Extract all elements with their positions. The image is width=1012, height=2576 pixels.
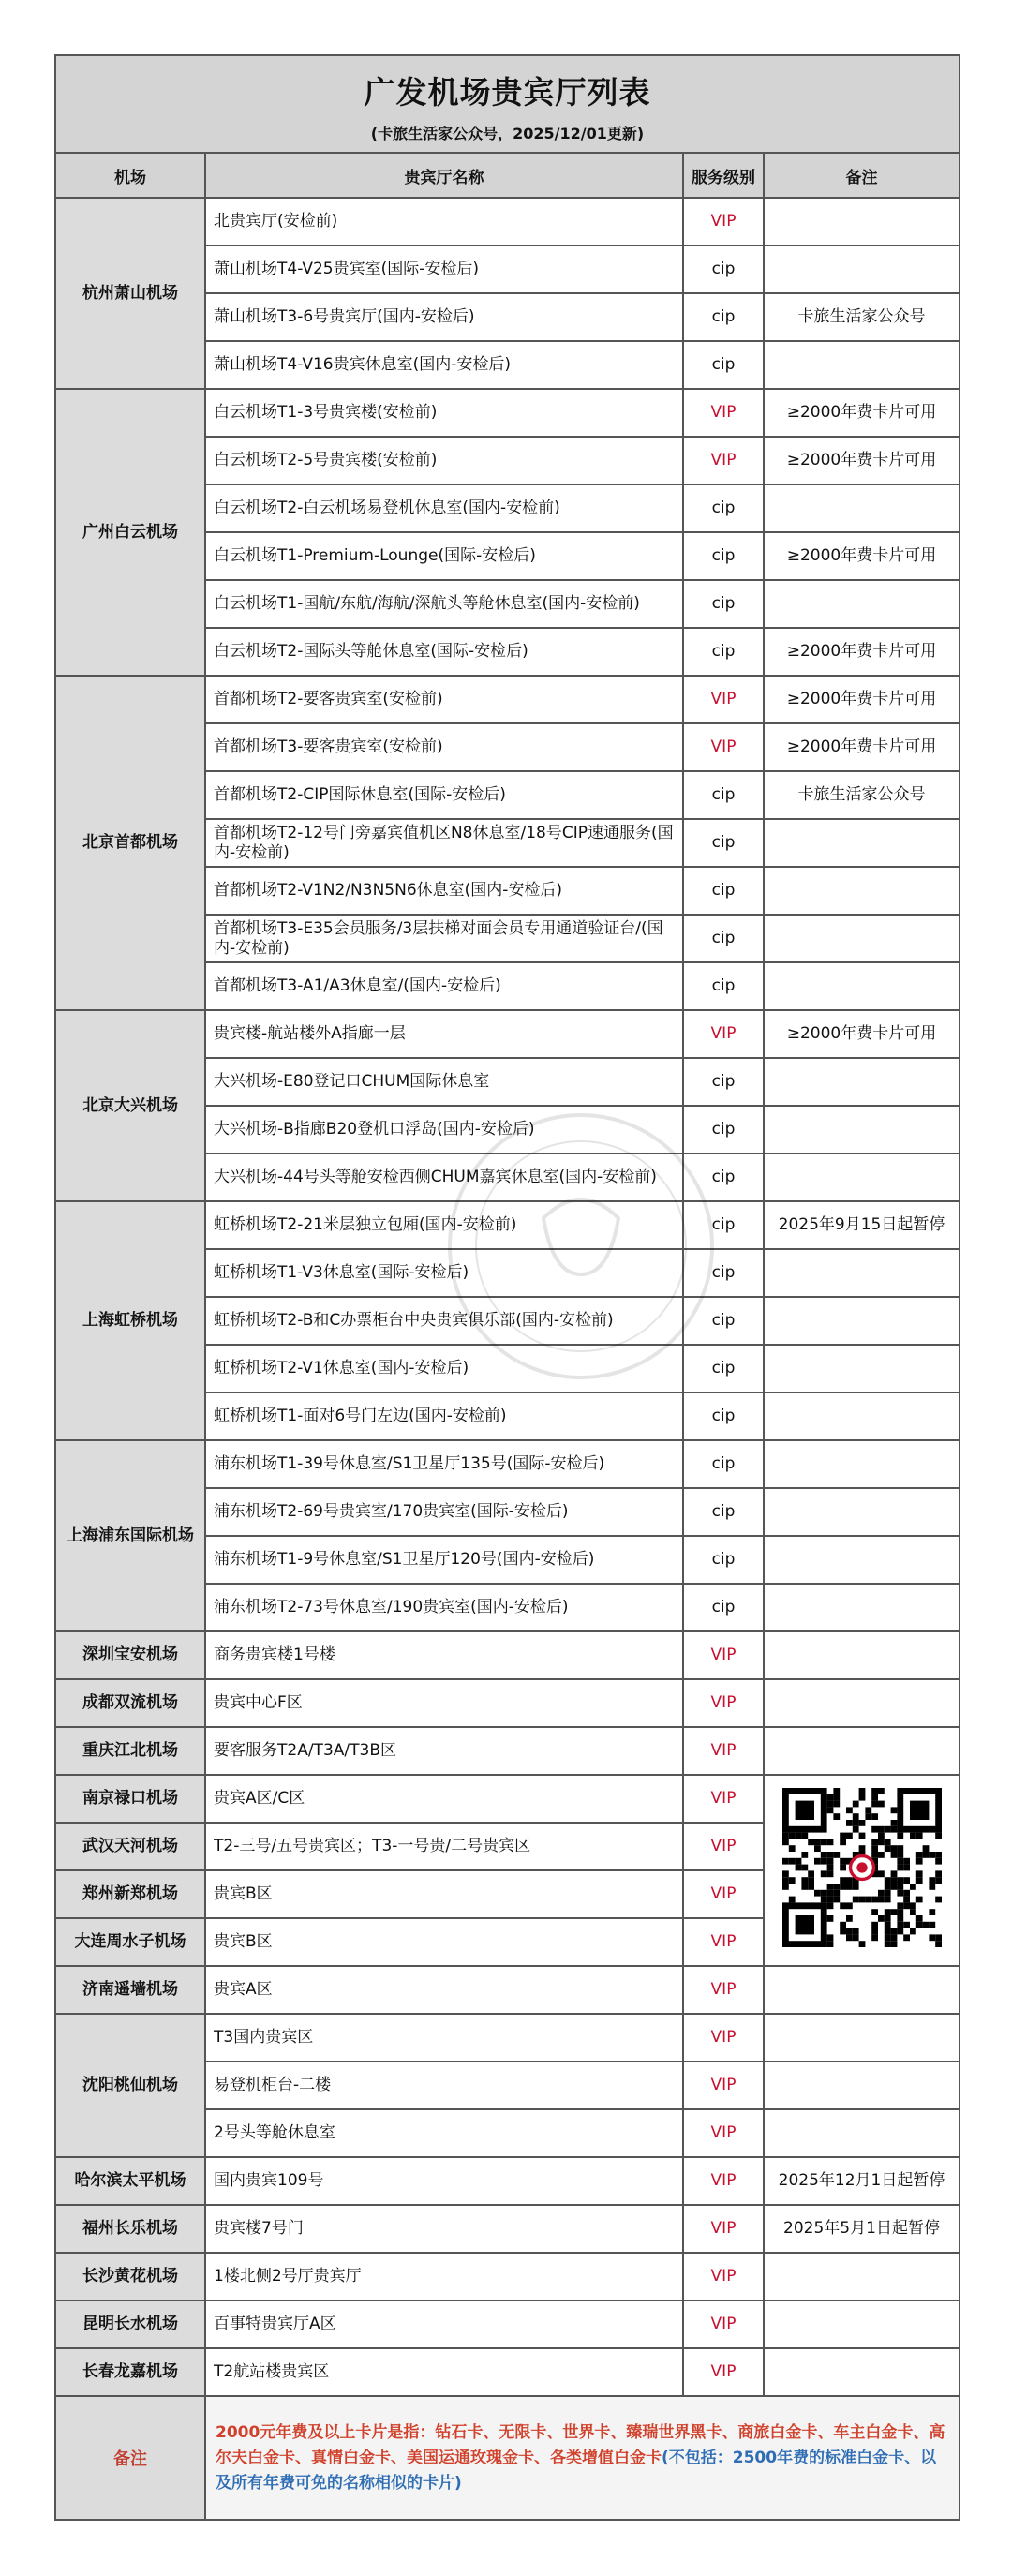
service-level: VIP [683, 676, 764, 723]
note-cell: ≥2000年费卡片可用 [764, 628, 960, 676]
note-cell [764, 2109, 960, 2157]
lounge-name: 贵宾B区 [205, 1870, 683, 1918]
airport-name: 上海浦东国际机场 [55, 1440, 205, 1631]
airport-name: 沈阳桃仙机场 [55, 2014, 205, 2157]
airport-name: 北京大兴机场 [55, 1010, 205, 1201]
note-cell [764, 1392, 960, 1440]
lounge-name: 贵宾A区 [205, 1966, 683, 2014]
note-cell [764, 2253, 960, 2301]
note-cell [764, 1679, 960, 1727]
lounge-name: 首都机场T2-V1N2/N3N5N6休息室(国内-安检后) [205, 867, 683, 915]
table-row [55, 198, 960, 246]
table-row [55, 1727, 960, 1775]
note-cell [764, 1345, 960, 1392]
airport-name: 大连周水子机场 [55, 1918, 205, 1966]
note-cell [764, 1488, 960, 1536]
service-level: cip [683, 341, 764, 389]
table-row [55, 1966, 960, 2014]
lounge-name: 浦东机场T1-9号休息室/S1卫星厅120号(国内-安检后) [205, 1536, 683, 1584]
service-level: VIP [683, 389, 764, 437]
lounge-name: 浦东机场T1-39号休息室/S1卫星厅135号(国际-安检后) [205, 1440, 683, 1488]
service-level: VIP [683, 1727, 764, 1775]
lounge-name: 商务贵宾楼1号楼 [205, 1631, 683, 1679]
airport-name: 长沙黄花机场 [55, 2253, 205, 2301]
service-level: cip [683, 819, 764, 867]
note-cell [764, 484, 960, 532]
service-level: cip [683, 1584, 764, 1631]
lounge-name: 白云机场T1-3号贵宾楼(安检前) [205, 389, 683, 437]
lounge-name: 贵宾中心F区 [205, 1679, 683, 1727]
note-cell [764, 819, 960, 867]
footer-red-text: 2000元年费及以上卡片是指：钻石卡、无限卡、世界卡、臻瑞世界黑卡、商旅白金卡、车主白金卡、高尔夫白金卡、真情白金卡、美国运通玫瑰金卡、各类增值白金卡 [216, 2422, 945, 2467]
lounge-name: 贵宾楼-航站楼外A指廊一层 [205, 1010, 683, 1058]
lounge-name: 白云机场T1-国航/东航/海航/深航头等舱休息室(国内-安检前) [205, 580, 683, 628]
note-cell: 2025年9月15日起暂停 [764, 1201, 960, 1249]
service-level: cip [683, 1440, 764, 1488]
service-level: VIP [683, 1010, 764, 1058]
service-level: VIP [683, 2014, 764, 2062]
lounge-name: 首都机场T3-A1/A3休息室/(国内-安检后) [205, 962, 683, 1010]
airport-name: 深圳宝安机场 [55, 1631, 205, 1679]
table-row [55, 1631, 960, 1679]
lounge-name: 白云机场T2-国际头等舱休息室(国际-安检后) [205, 628, 683, 676]
qr-code-icon [782, 1788, 942, 1947]
airport-name: 武汉天河机场 [55, 1823, 205, 1870]
note-cell: 卡旅生活家公众号 [764, 293, 960, 341]
airport-name: 郑州新郑机场 [55, 1870, 205, 1918]
service-level: cip [683, 771, 764, 819]
note-cell [764, 198, 960, 246]
header-row [55, 153, 960, 198]
service-level: VIP [683, 1870, 764, 1918]
lounge-name: 贵宾B区 [205, 1918, 683, 1966]
service-level: VIP [683, 1775, 764, 1823]
airport-name: 哈尔滨太平机场 [55, 2157, 205, 2205]
qr-code-cell [764, 1775, 960, 1966]
lounge-name: 2号头等舱休息室 [205, 2109, 683, 2157]
table-row [55, 2348, 960, 2396]
service-level: cip [683, 293, 764, 341]
table-row [55, 2253, 960, 2301]
airport-name: 成都双流机场 [55, 1679, 205, 1727]
table-row [55, 389, 960, 437]
lounge-name: 首都机场T2-要客贵宾室(安检前) [205, 676, 683, 723]
airport-name: 长春龙嘉机场 [55, 2348, 205, 2396]
service-level: cip [683, 1392, 764, 1440]
note-cell [764, 867, 960, 915]
note-cell: ≥2000年费卡片可用 [764, 389, 960, 437]
note-cell [764, 1106, 960, 1154]
lounge-name: 虹桥机场T1-V3休息室(国际-安检后) [205, 1249, 683, 1297]
lounge-table [54, 54, 960, 2521]
lounge-name: 虹桥机场T1-面对6号门左边(国内-安检前) [205, 1392, 683, 1440]
airport-name: 重庆江北机场 [55, 1727, 205, 1775]
note-cell [764, 1154, 960, 1201]
lounge-name: 易登机柜台-二楼 [205, 2062, 683, 2109]
lounge-name: 大兴机场-E80登记口CHUM国际休息室 [205, 1058, 683, 1106]
note-cell: 2025年12月1日起暂停 [764, 2157, 960, 2205]
note-cell [764, 2348, 960, 2396]
service-level: cip [683, 1106, 764, 1154]
table-row [55, 1201, 960, 1249]
service-level: VIP [683, 1823, 764, 1870]
note-cell [764, 915, 960, 962]
note-cell: ≥2000年费卡片可用 [764, 437, 960, 484]
note-cell: ≥2000年费卡片可用 [764, 723, 960, 771]
service-level: cip [683, 580, 764, 628]
service-level: cip [683, 1297, 764, 1345]
page-title: 广发机场贵宾厅列表 [364, 74, 651, 111]
service-level: VIP [683, 2301, 764, 2348]
airport-name: 广州白云机场 [55, 389, 205, 676]
lounge-name: 虹桥机场T2-21米层独立包厢(国内-安检前) [205, 1201, 683, 1249]
lounge-name: 萧山机场T4-V25贵宾室(国际-安检后) [205, 246, 683, 293]
header-level: 服务级别 [683, 153, 764, 198]
lounge-name: 虹桥机场T2-V1休息室(国内-安检后) [205, 1345, 683, 1392]
note-cell [764, 341, 960, 389]
lounge-name: 白云机场T1-Premium-Lounge(国际-安检后) [205, 532, 683, 580]
lounge-list-sheet [54, 54, 959, 2521]
note-cell [764, 1631, 960, 1679]
lounge-name: 大兴机场-44号头等舱安检西侧CHUM嘉宾休息室(国内-安检前) [205, 1154, 683, 1201]
lounge-name: T2-三号/五号贵宾区；T3-一号贵/二号贵宾区 [205, 1823, 683, 1870]
lounge-name: T2航站楼贵宾区 [205, 2348, 683, 2396]
note-cell: 卡旅生活家公众号 [764, 771, 960, 819]
lounge-name: 浦东机场T2-73号休息室/190贵宾室(国内-安检后) [205, 1584, 683, 1631]
service-level: VIP [683, 198, 764, 246]
service-level: VIP [683, 1918, 764, 1966]
note-cell [764, 1297, 960, 1345]
service-level: cip [683, 1201, 764, 1249]
service-level: cip [683, 484, 764, 532]
note-cell [764, 1966, 960, 2014]
note-cell [764, 2062, 960, 2109]
service-level: cip [683, 915, 764, 962]
lounge-name: 百事特贵宾厅A区 [205, 2301, 683, 2348]
lounge-name: 大兴机场-B指廊B20登机口浮岛(国内-安检后) [205, 1106, 683, 1154]
airport-name: 昆明长水机场 [55, 2301, 205, 2348]
footer-label: 备注 [55, 2396, 205, 2520]
table-row [55, 1775, 960, 1823]
note-cell [764, 1536, 960, 1584]
lounge-name: 白云机场T2-白云机场易登机休息室(国内-安检前) [205, 484, 683, 532]
table-row [55, 1679, 960, 1727]
lounge-name: 首都机场T2-CIP国际休息室(国际-安检后) [205, 771, 683, 819]
service-level: cip [683, 1249, 764, 1297]
lounge-name: 首都机场T3-要客贵宾室(安检前) [205, 723, 683, 771]
service-level: VIP [683, 723, 764, 771]
table-row [55, 1010, 960, 1058]
service-level: cip [683, 867, 764, 915]
lounge-name: T3国内贵宾区 [205, 2014, 683, 2062]
lounge-name: 1楼北侧2号厅贵宾厅 [205, 2253, 683, 2301]
service-level: cip [683, 628, 764, 676]
table-row [55, 676, 960, 723]
lounge-name: 贵宾A区/C区 [205, 1775, 683, 1823]
note-cell [764, 246, 960, 293]
lounge-name: 北贵宾厅(安检前) [205, 198, 683, 246]
service-level: VIP [683, 437, 764, 484]
service-level: cip [683, 1536, 764, 1584]
note-cell: ≥2000年费卡片可用 [764, 676, 960, 723]
footer-notes-row [55, 2396, 960, 2520]
lounge-name: 虹桥机场T2-B和C办票柜台中央贵宾俱乐部(国内-安检前) [205, 1297, 683, 1345]
airport-name: 北京首都机场 [55, 676, 205, 1010]
lounge-name: 首都机场T3-E35会员服务/3层扶梯对面会员专用通道验证台/(国内-安检前) [205, 915, 683, 962]
service-level: VIP [683, 2205, 764, 2253]
service-level: cip [683, 1488, 764, 1536]
service-level: cip [683, 1345, 764, 1392]
airport-name: 上海虹桥机场 [55, 1201, 205, 1440]
header-note: 备注 [764, 153, 960, 198]
service-level: VIP [683, 2157, 764, 2205]
table-row [55, 1440, 960, 1488]
service-level: cip [683, 962, 764, 1010]
note-cell [764, 1584, 960, 1631]
note-cell: ≥2000年费卡片可用 [764, 1010, 960, 1058]
lounge-name: 浦东机场T2-69号贵宾室/170贵宾室(国际-安检后) [205, 1488, 683, 1536]
note-cell [764, 1440, 960, 1488]
lounge-name: 首都机场T2-12号门旁嘉宾值机区N8休息室/18号CIP速通服务(国内-安检前) [205, 819, 683, 867]
lounge-name: 贵宾楼7号门 [205, 2205, 683, 2253]
note-cell: 2025年5月1日起暂停 [764, 2205, 960, 2253]
header-airport: 机场 [55, 153, 205, 198]
page-subtitle: (卡旅生活家公众号，2025/12/01更新) [370, 125, 645, 142]
lounge-name: 萧山机场T3-6号贵宾厅(国内-安检后) [205, 293, 683, 341]
note-cell [764, 2301, 960, 2348]
footer-text [205, 2396, 960, 2520]
note-cell [764, 1058, 960, 1106]
table-row [55, 2205, 960, 2253]
note-cell [764, 2014, 960, 2062]
lounge-name: 白云机场T2-5号贵宾楼(安检前) [205, 437, 683, 484]
table-row [55, 2014, 960, 2062]
header-lounge: 贵宾厅名称 [205, 153, 683, 198]
airport-name: 杭州萧山机场 [55, 198, 205, 389]
note-cell [764, 1727, 960, 1775]
note-cell [764, 1249, 960, 1297]
airport-name: 济南遥墙机场 [55, 1966, 205, 2014]
service-level: cip [683, 1058, 764, 1106]
airport-name: 南京禄口机场 [55, 1775, 205, 1823]
note-cell [764, 962, 960, 1010]
note-cell: ≥2000年费卡片可用 [764, 532, 960, 580]
service-level: VIP [683, 2253, 764, 2301]
lounge-name: 萧山机场T4-V16贵宾休息室(国内-安检后) [205, 341, 683, 389]
lounge-name: 要客服务T2A/T3A/T3B区 [205, 1727, 683, 1775]
service-level: VIP [683, 2348, 764, 2396]
service-level: VIP [683, 1631, 764, 1679]
lounge-name: 国内贵宾109号 [205, 2157, 683, 2205]
footer-blue-text: (不包括：2500年费的标准白金卡、以及所有年费可免的名称相似的卡片) [216, 2448, 937, 2493]
service-level: cip [683, 1154, 764, 1201]
table-row [55, 2301, 960, 2348]
service-level: VIP [683, 1966, 764, 2014]
service-level: VIP [683, 2062, 764, 2109]
note-cell [764, 580, 960, 628]
service-level: cip [683, 246, 764, 293]
table-row [55, 2157, 960, 2205]
service-level: VIP [683, 2109, 764, 2157]
service-level: cip [683, 532, 764, 580]
service-level: VIP [683, 1679, 764, 1727]
title-row [55, 55, 960, 153]
airport-name: 福州长乐机场 [55, 2205, 205, 2253]
